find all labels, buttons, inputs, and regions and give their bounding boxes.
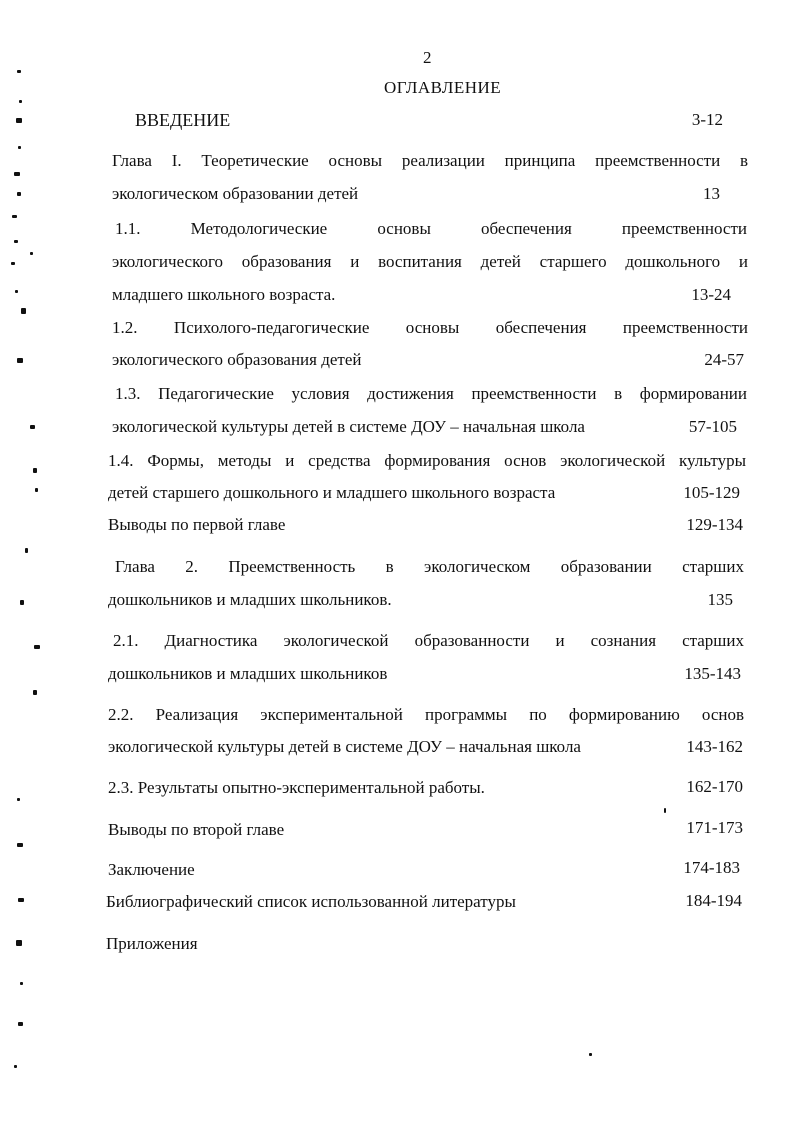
scan-speck <box>17 358 23 363</box>
scan-speck <box>14 240 18 243</box>
toc-entry-pages: 143-162 <box>686 737 743 756</box>
page-title: ОГЛАВЛЕНИЕ <box>384 78 502 97</box>
toc-entry-pages: 3-12 <box>691 110 723 129</box>
scan-speck <box>33 690 37 695</box>
scan-speck <box>35 488 38 492</box>
toc-entry-line: 2.2. Реализация экспериментальной программы по формированию основ <box>108 705 744 724</box>
scan-speck <box>11 262 15 265</box>
scan-speck <box>18 146 21 149</box>
scan-speck <box>30 425 35 429</box>
scan-speck <box>17 798 20 801</box>
scan-speck <box>30 252 33 255</box>
scan-speck <box>17 843 23 847</box>
scan-speck <box>19 100 22 103</box>
scan-speck <box>18 898 24 902</box>
toc-entry-line: 1.3. Педагогические условия достижения преемственности в формировании <box>115 384 747 403</box>
toc-entry-line: экологическом образовании детей <box>112 184 359 203</box>
scan-speck <box>21 308 26 314</box>
toc-entry-line: экологической культуры детей в системе ДОУ – начальная школа <box>112 417 585 436</box>
toc-entry-pages: 13-24 <box>691 285 731 304</box>
scan-speck <box>589 1053 592 1056</box>
toc-entry-pages: 135-143 <box>684 664 741 683</box>
toc-entry-line: 1.2. Психолого-педагогические основы обеспечения преемственности <box>112 318 748 337</box>
scan-speck <box>664 808 666 813</box>
toc-entry-pages: 171-173 <box>686 818 743 837</box>
toc-entry-line: экологического образования детей <box>112 350 362 369</box>
toc-entry-pages: 129-134 <box>686 515 743 534</box>
toc-entry-pages: 174-183 <box>683 858 740 877</box>
scan-speck <box>17 192 21 196</box>
toc-entry-pages: 162-170 <box>686 777 743 796</box>
toc-entry-pages: 57-105 <box>688 417 737 436</box>
toc-entry-line: 1.1. Методологические основы обеспечения преемственности <box>115 219 747 238</box>
toc-entry-pages: 184-194 <box>685 891 742 910</box>
toc-entry-line: дошкольников и младших школьников <box>108 664 388 683</box>
toc-entry-pages: 105-129 <box>683 483 740 502</box>
toc-entry-label: Библиографический список использованной литературы <box>106 892 516 911</box>
scan-speck <box>16 118 22 123</box>
toc-entry-label: Выводы по первой главе <box>108 515 286 534</box>
toc-entry-line: экологического образования и воспитания детей старшего дошкольного и <box>112 252 748 271</box>
toc-entry-line: детей старшего дошкольного и младшего школьного возраста <box>108 483 556 502</box>
scan-speck <box>14 1065 17 1068</box>
scan-speck <box>18 1022 23 1026</box>
scan-speck <box>33 468 37 473</box>
toc-entry-label: Приложения <box>106 934 198 953</box>
toc-entry-label: 2.3. Результаты опытно-экспериментальной работы. <box>108 778 485 797</box>
toc-entry-line: дошкольников и младших школьников. <box>108 590 392 609</box>
page-number: 2 <box>423 48 432 67</box>
toc-entry-line: младшего школьного возраста. <box>112 285 336 304</box>
scan-speck <box>12 215 17 218</box>
scan-speck <box>14 172 20 176</box>
scan-speck <box>20 600 24 605</box>
scan-speck <box>34 645 40 649</box>
toc-entry-line: Глава I. Теоретические основы реализации принципа преемственности в <box>112 151 748 170</box>
toc-entry-label: Выводы по второй главе <box>108 820 285 839</box>
toc-entry-line: 1.4. Формы, методы и средства формирования основ экологической культуры <box>108 451 746 470</box>
scan-speck <box>16 940 22 946</box>
toc-entry-line: Глава 2. Преемственность в экологическом образовании старших <box>115 557 744 576</box>
toc-entry-pages: 24-57 <box>704 350 744 369</box>
scan-speck <box>25 548 28 553</box>
scan-speck <box>17 70 21 73</box>
toc-entry-pages: 13 <box>703 184 720 203</box>
toc-entry-line: 2.1. Диагностика экологической образованности и сознания старших <box>113 631 744 650</box>
scan-speck <box>20 982 23 985</box>
toc-entry-label: Заключение <box>108 860 195 879</box>
scan-speck <box>15 290 18 293</box>
toc-entry-line: экологической культуры детей в системе ДОУ – начальная школа <box>108 737 581 756</box>
toc-entry-pages: 135 <box>707 590 733 609</box>
toc-entry-label: ВВЕДЕНИЕ <box>135 110 231 130</box>
